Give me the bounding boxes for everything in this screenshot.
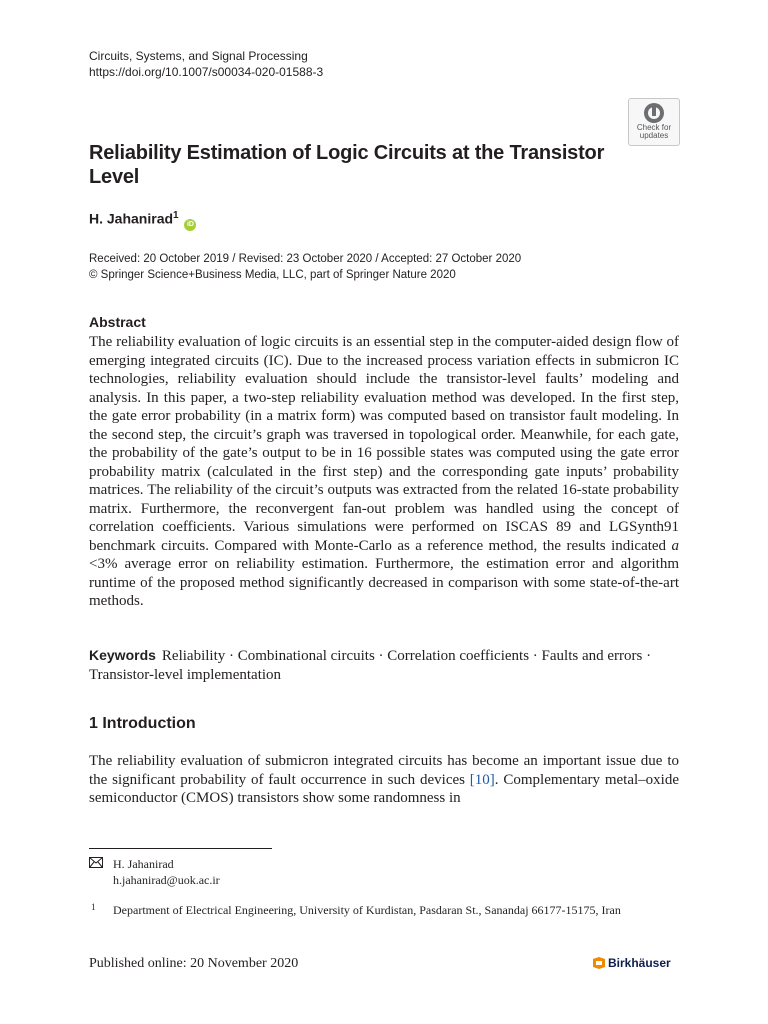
birkhauser-logo-icon xyxy=(592,956,606,970)
orcid-icon[interactable]: iD xyxy=(184,219,196,231)
abstract-math-variable: a xyxy=(671,537,679,554)
author-line xyxy=(89,210,196,231)
publication-history xyxy=(89,251,521,283)
publisher-name: Birkhäuser xyxy=(608,956,671,970)
keywords-list: Reliability · Combinational circuits · Correlation coefficients · Faults and errors · Transistor-level implementation xyxy=(89,648,652,683)
affiliation-text: Department of Electrical Engineering, University of Kurdistan, Pasdaran St., Sanandaj 66177-15175, Iran xyxy=(113,903,621,917)
corresponding-author xyxy=(113,856,220,888)
article-title: Reliability Estimation of Logic Circuits at the Transistor Level xyxy=(89,142,605,188)
journal-name: Circuits, Systems, and Signal Processing xyxy=(89,49,308,63)
abstract-text-part1: The reliability evaluation of logic circuits is an essential step in the computer-aided design flow of emerging integrated circuits (IC). Due to the increased process variation effects in submicron IC technologies, reliability evaluation should include the transistor-level faults’ modeling and analysis. In this paper, a two-step reliability evaluation method was developed. In the first step, the gate error probability (in a matrix form) was computed based on transistor fault modeling. In the second step, the circuit’s graph was traversed in topological order. Meanwhile, for each gate, the probability of the gate’s output to be in 16 possible states was computed using the gate error probability matrix (calculated in the first step) and the corresponding gate inputs’ probability matrices. The reliability of the circuit’s outputs was extracted from the related 16-state probability matrix. Furthermore, the reconvergent fan-out problem was handled using the concept of correlation coefficients. Various simulations were performed on ISCAS 89 and LGSynth91 benchmark circuits. Compared with Monte-Carlo as a reference method, the results indicated xyxy=(89,334,679,554)
abstract-heading: Abstract xyxy=(89,314,146,330)
publisher-logo xyxy=(592,956,671,970)
introduction-text xyxy=(89,752,679,808)
introduction-text-part1: The reliability evaluation of submicron integrated circuits has become an important issue due to the significant probability of fault occurrence in such devices xyxy=(89,753,679,788)
author-affiliation-mark: 1 xyxy=(173,210,179,221)
journal-header xyxy=(89,48,323,80)
published-online: Published online: 20 November 2020 xyxy=(89,956,299,971)
badge-label-1: Check for xyxy=(636,123,672,132)
doi-link[interactable]: https://doi.org/10.1007/s00034-020-01588-3 xyxy=(89,65,324,79)
abstract-text-part2: average error on reliability estimation. Furthermore, the estimation error and algorithm runtime of the proposed method significantly decreased in comparison with some state-of-the-art methods. xyxy=(89,556,679,609)
citation-link[interactable]: [10] xyxy=(469,771,495,788)
keywords-section xyxy=(89,646,679,684)
abstract-text xyxy=(89,333,679,611)
introduction-text-part2: . Complementary metal–oxide semiconductor (CMOS) transistors show some randomness in xyxy=(89,771,679,806)
affiliation-mark: 1 xyxy=(91,902,96,912)
email-link[interactable]: h.jahanirad@uok.ac.ir xyxy=(113,873,220,887)
copyright-line: © Springer Science+Business Media, LLC, part of Springer Nature 2020 xyxy=(89,269,456,281)
check-for-updates-badge[interactable] xyxy=(628,98,680,146)
received-dates: Received: 20 October 2019 / Revised: 23 October 2020 / Accepted: 27 October 2020 xyxy=(89,253,522,265)
section-heading-introduction: 1 Introduction xyxy=(89,715,196,732)
keywords-label: Keywords xyxy=(89,647,156,663)
corresponding-author-name: H. Jahanirad xyxy=(113,857,174,871)
envelope-icon xyxy=(89,857,103,868)
abstract-math-expression: <3% xyxy=(89,556,118,572)
author-name[interactable]: H. Jahanirad xyxy=(89,210,174,227)
footnote-divider xyxy=(89,848,272,849)
badge-label-2: updates xyxy=(639,131,669,140)
check-for-updates-icon xyxy=(643,102,665,124)
